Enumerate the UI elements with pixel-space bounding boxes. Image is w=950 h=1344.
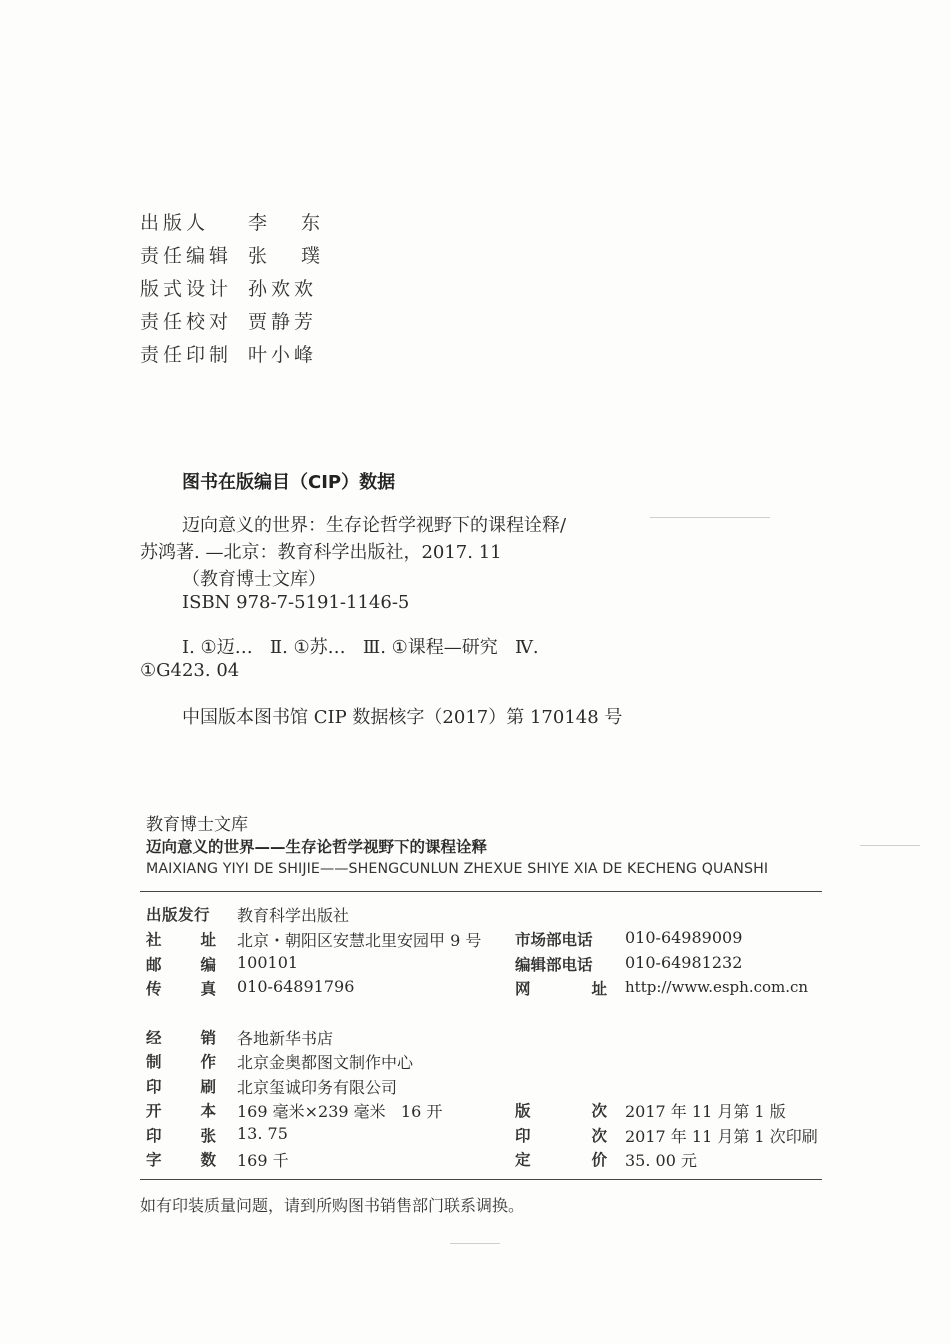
cip-author-line: 苏鸿著. —北京：教育科学出版社，2017. 11 — [140, 542, 502, 563]
distributor-label-char: 销 — [200, 1029, 216, 1047]
cip-title-line: 迈向意义的世界：生存论哲学视野下的课程诠释/ — [182, 515, 567, 536]
production-label-char: 制 — [146, 1053, 162, 1071]
staff-row — [140, 340, 317, 367]
website-label-char: 址 — [591, 980, 607, 998]
publisher-value: 教育科学出版社 — [237, 906, 350, 925]
format-label-char: 本 — [200, 1102, 216, 1120]
words-label-char: 数 — [200, 1151, 216, 1169]
printer-label-char: 印 — [146, 1078, 162, 1096]
cip-heading: 图书在版编目（CIP）数据 — [182, 472, 396, 493]
printing-value: 2017 年 11 月第 1 次印刷 — [625, 1127, 818, 1146]
words-value: 169 千 — [237, 1151, 289, 1170]
distributor-label — [146, 1026, 216, 1048]
postcode-label-char: 邮 — [146, 956, 162, 974]
production-value: 北京金奥都图文制作中心 — [237, 1053, 414, 1072]
edition-label-char: 次 — [591, 1102, 607, 1120]
market-phone-label: 市场部电话 — [515, 931, 593, 949]
fax-label-char: 传 — [146, 980, 162, 998]
staff-role: 责任印制 — [140, 344, 233, 366]
divider-top — [140, 891, 822, 892]
scan-mark — [650, 517, 770, 518]
format-label — [146, 1099, 216, 1121]
staff-name: 张 璞 — [248, 245, 335, 267]
address-value: 北京・朝阳区安慧北里安园甲 9 号 — [237, 931, 482, 950]
staff-row — [140, 208, 334, 235]
postcode-label — [146, 953, 216, 975]
website-label-char: 网 — [515, 980, 531, 998]
edition-value: 2017 年 11 月第 1 版 — [625, 1102, 786, 1121]
staff-name: 叶小峰 — [248, 344, 318, 366]
staff-name: 李 东 — [248, 212, 335, 234]
sheets-label — [146, 1124, 216, 1146]
scan-mark — [450, 1243, 500, 1244]
printing-label-char: 次 — [591, 1127, 607, 1145]
editorial-phone-value: 010-64981232 — [625, 953, 743, 972]
scan-mark — [860, 845, 920, 846]
cip-classification-code: ①G423. 04 — [140, 660, 240, 681]
footer-note: 如有印装质量问题，请到所购图书销售部门联系调换。 — [140, 1196, 525, 1215]
book-title-chinese: 迈向意义的世界——生存论哲学视野下的课程诠释 — [146, 838, 488, 856]
production-label — [146, 1050, 216, 1072]
cip-series-line: （教育博士文库） — [182, 569, 326, 590]
postcode-label-char: 编 — [200, 956, 216, 974]
printing-label-char: 印 — [515, 1127, 531, 1145]
format-value: 169 毫米×239 毫米 16 开 — [237, 1102, 443, 1121]
staff-name: 贾静芳 — [248, 311, 318, 333]
cip-classification-line: Ⅰ. ①迈… Ⅱ. ①苏… Ⅲ. ①课程—研究 Ⅳ. — [182, 637, 539, 658]
fax-value: 010-64891796 — [237, 977, 355, 996]
fax-label — [146, 977, 216, 999]
fax-label-char: 真 — [200, 980, 216, 998]
sheets-label-char: 印 — [146, 1127, 162, 1145]
words-label — [146, 1148, 216, 1170]
price-label-char: 价 — [591, 1151, 607, 1169]
cip-isbn-line: ISBN 978-7-5191-1146-5 — [182, 592, 410, 613]
distributor-value: 各地新华书店 — [237, 1029, 334, 1048]
series-name: 教育博士文库 — [146, 815, 248, 835]
website-value: http://www.esph.com.cn — [625, 978, 809, 996]
price-label — [515, 1148, 607, 1170]
price-label-char: 定 — [515, 1151, 531, 1169]
printing-label — [515, 1124, 607, 1146]
staff-role: 出版人 — [140, 212, 210, 234]
divider-bottom — [140, 1179, 822, 1180]
edition-label — [515, 1099, 607, 1121]
address-label — [146, 928, 216, 950]
staff-row — [140, 307, 317, 334]
words-label-char: 字 — [146, 1151, 162, 1169]
address-label-char: 社 — [146, 931, 162, 949]
market-phone-value: 010-64989009 — [625, 928, 743, 947]
sheets-value: 13. 75 — [237, 1124, 288, 1143]
sheets-label-char: 张 — [200, 1127, 216, 1145]
publisher-label: 出版发行 — [146, 906, 211, 924]
staff-row — [140, 274, 317, 301]
website-label — [515, 977, 607, 999]
format-label-char: 开 — [146, 1102, 162, 1120]
staff-role: 责任校对 — [140, 311, 233, 333]
editorial-phone-label: 编辑部电话 — [515, 956, 593, 974]
address-label-char: 址 — [200, 931, 216, 949]
printer-label — [146, 1075, 216, 1097]
postcode-value: 100101 — [237, 953, 299, 972]
staff-role: 责任编辑 — [140, 245, 233, 267]
staff-row — [140, 241, 334, 268]
book-title-pinyin: MAIXIANG YIYI DE SHIJIE——SHENGCUNLUN ZHEXUE SHIYE XIA DE KECHENG QUANSHI — [146, 861, 769, 877]
edition-label-char: 版 — [515, 1102, 531, 1120]
printer-value: 北京玺诚印务有限公司 — [237, 1078, 398, 1097]
production-label-char: 作 — [200, 1053, 216, 1071]
cip-record-number: 中国版本图书馆 CIP 数据核字（2017）第 170148 号 — [182, 707, 623, 728]
staff-role: 版式设计 — [140, 278, 233, 300]
printer-label-char: 刷 — [200, 1078, 216, 1096]
distributor-label-char: 经 — [146, 1029, 162, 1047]
price-value: 35. 00 元 — [625, 1151, 697, 1170]
staff-name: 孙欢欢 — [248, 278, 318, 300]
